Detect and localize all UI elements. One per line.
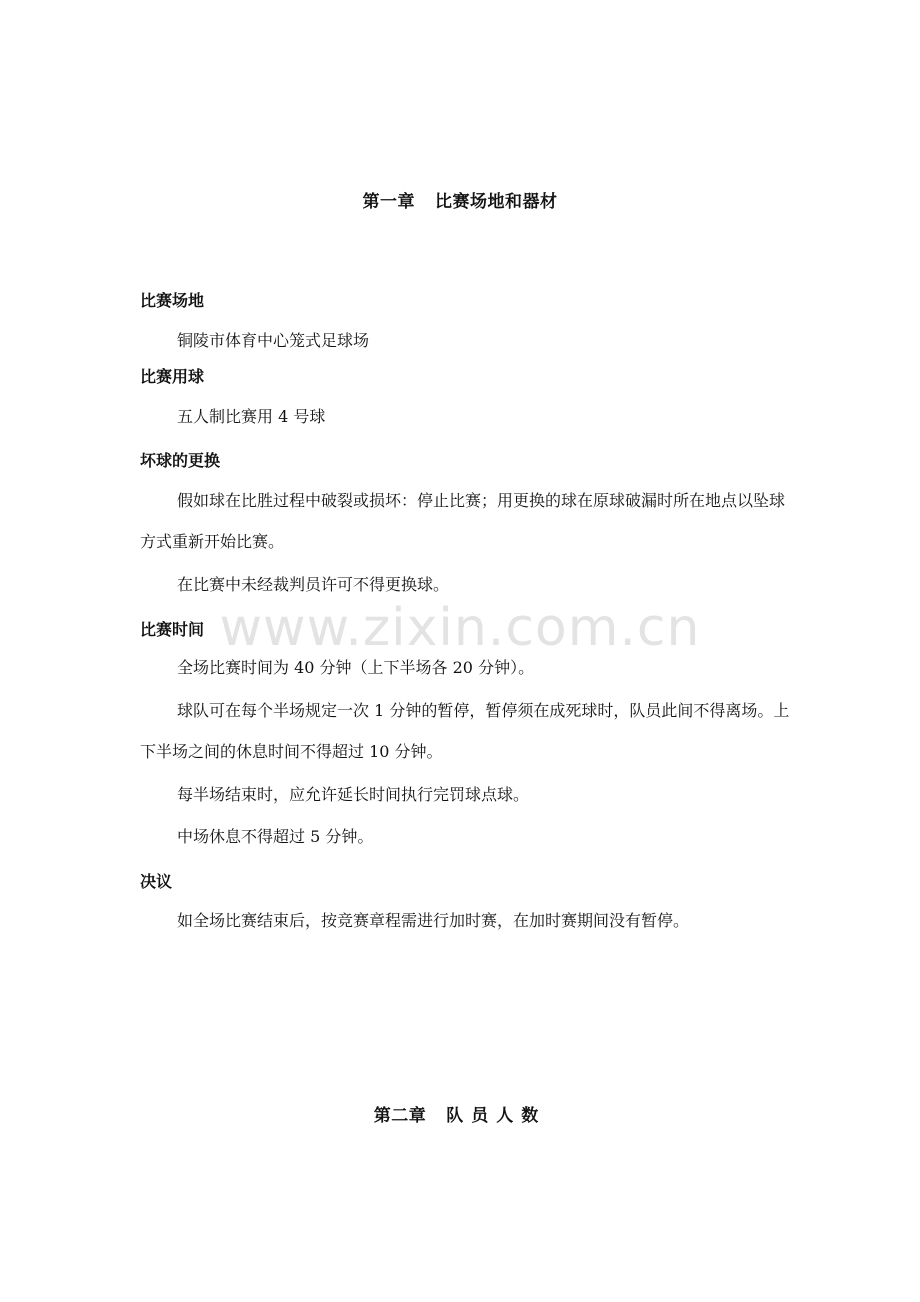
paragraph-resolution: 如全场比赛结束后，按竞赛章程需进行加时赛，在加时赛期间没有暂停。 [177, 911, 690, 930]
section-heading-replace: 坏球的更换 [140, 451, 221, 470]
chapter-2-name: 队员人数 [446, 1106, 547, 1126]
paragraph-ball: 五人制比赛用 4 号球 [177, 407, 326, 426]
paragraph-replace-1: 假如球在比胜过程中破裂或损坏：停止比赛；用更换的球在原球破漏时所在地点以坠球方式重新开始比赛。 [140, 491, 786, 551]
section-heading-resolution: 决议 [140, 872, 173, 891]
chapter-1-name: 比赛场地和器材 [435, 192, 558, 212]
paragraph-time-4: 中场休息不得超过 5 分钟。 [177, 827, 374, 846]
chapter-1-title [0, 187, 920, 212]
watermark: www.zixin.com.cn [219, 598, 701, 658]
paragraph-replace-2: 在比赛中未经裁判员许可不得更换球。 [177, 575, 450, 594]
chapter-2-number: 第二章 [373, 1106, 427, 1126]
paragraph-field: 铜陵市体育中心笼式足球场 [177, 331, 370, 350]
chapter-2-title [0, 1101, 920, 1126]
section-heading-ball: 比赛用球 [140, 367, 205, 386]
section-heading-field: 比赛场地 [140, 291, 205, 310]
paragraph-time-2: 球队可在每个半场规定一次 1 分钟的暂停，暂停须在成死球时，队员此间不得离场。上下半场之间的休息时间不得超过 10 分钟。 [140, 701, 790, 761]
paragraph-time-3: 每半场结束时，应允许延长时间执行完罚球点球。 [177, 785, 530, 804]
section-heading-time: 比赛时间 [140, 620, 205, 639]
paragraph-time-1: 全场比赛时间为 40 分钟（上下半场各 20 分钟）。 [177, 658, 535, 677]
chapter-1-number: 第一章 [362, 192, 415, 212]
